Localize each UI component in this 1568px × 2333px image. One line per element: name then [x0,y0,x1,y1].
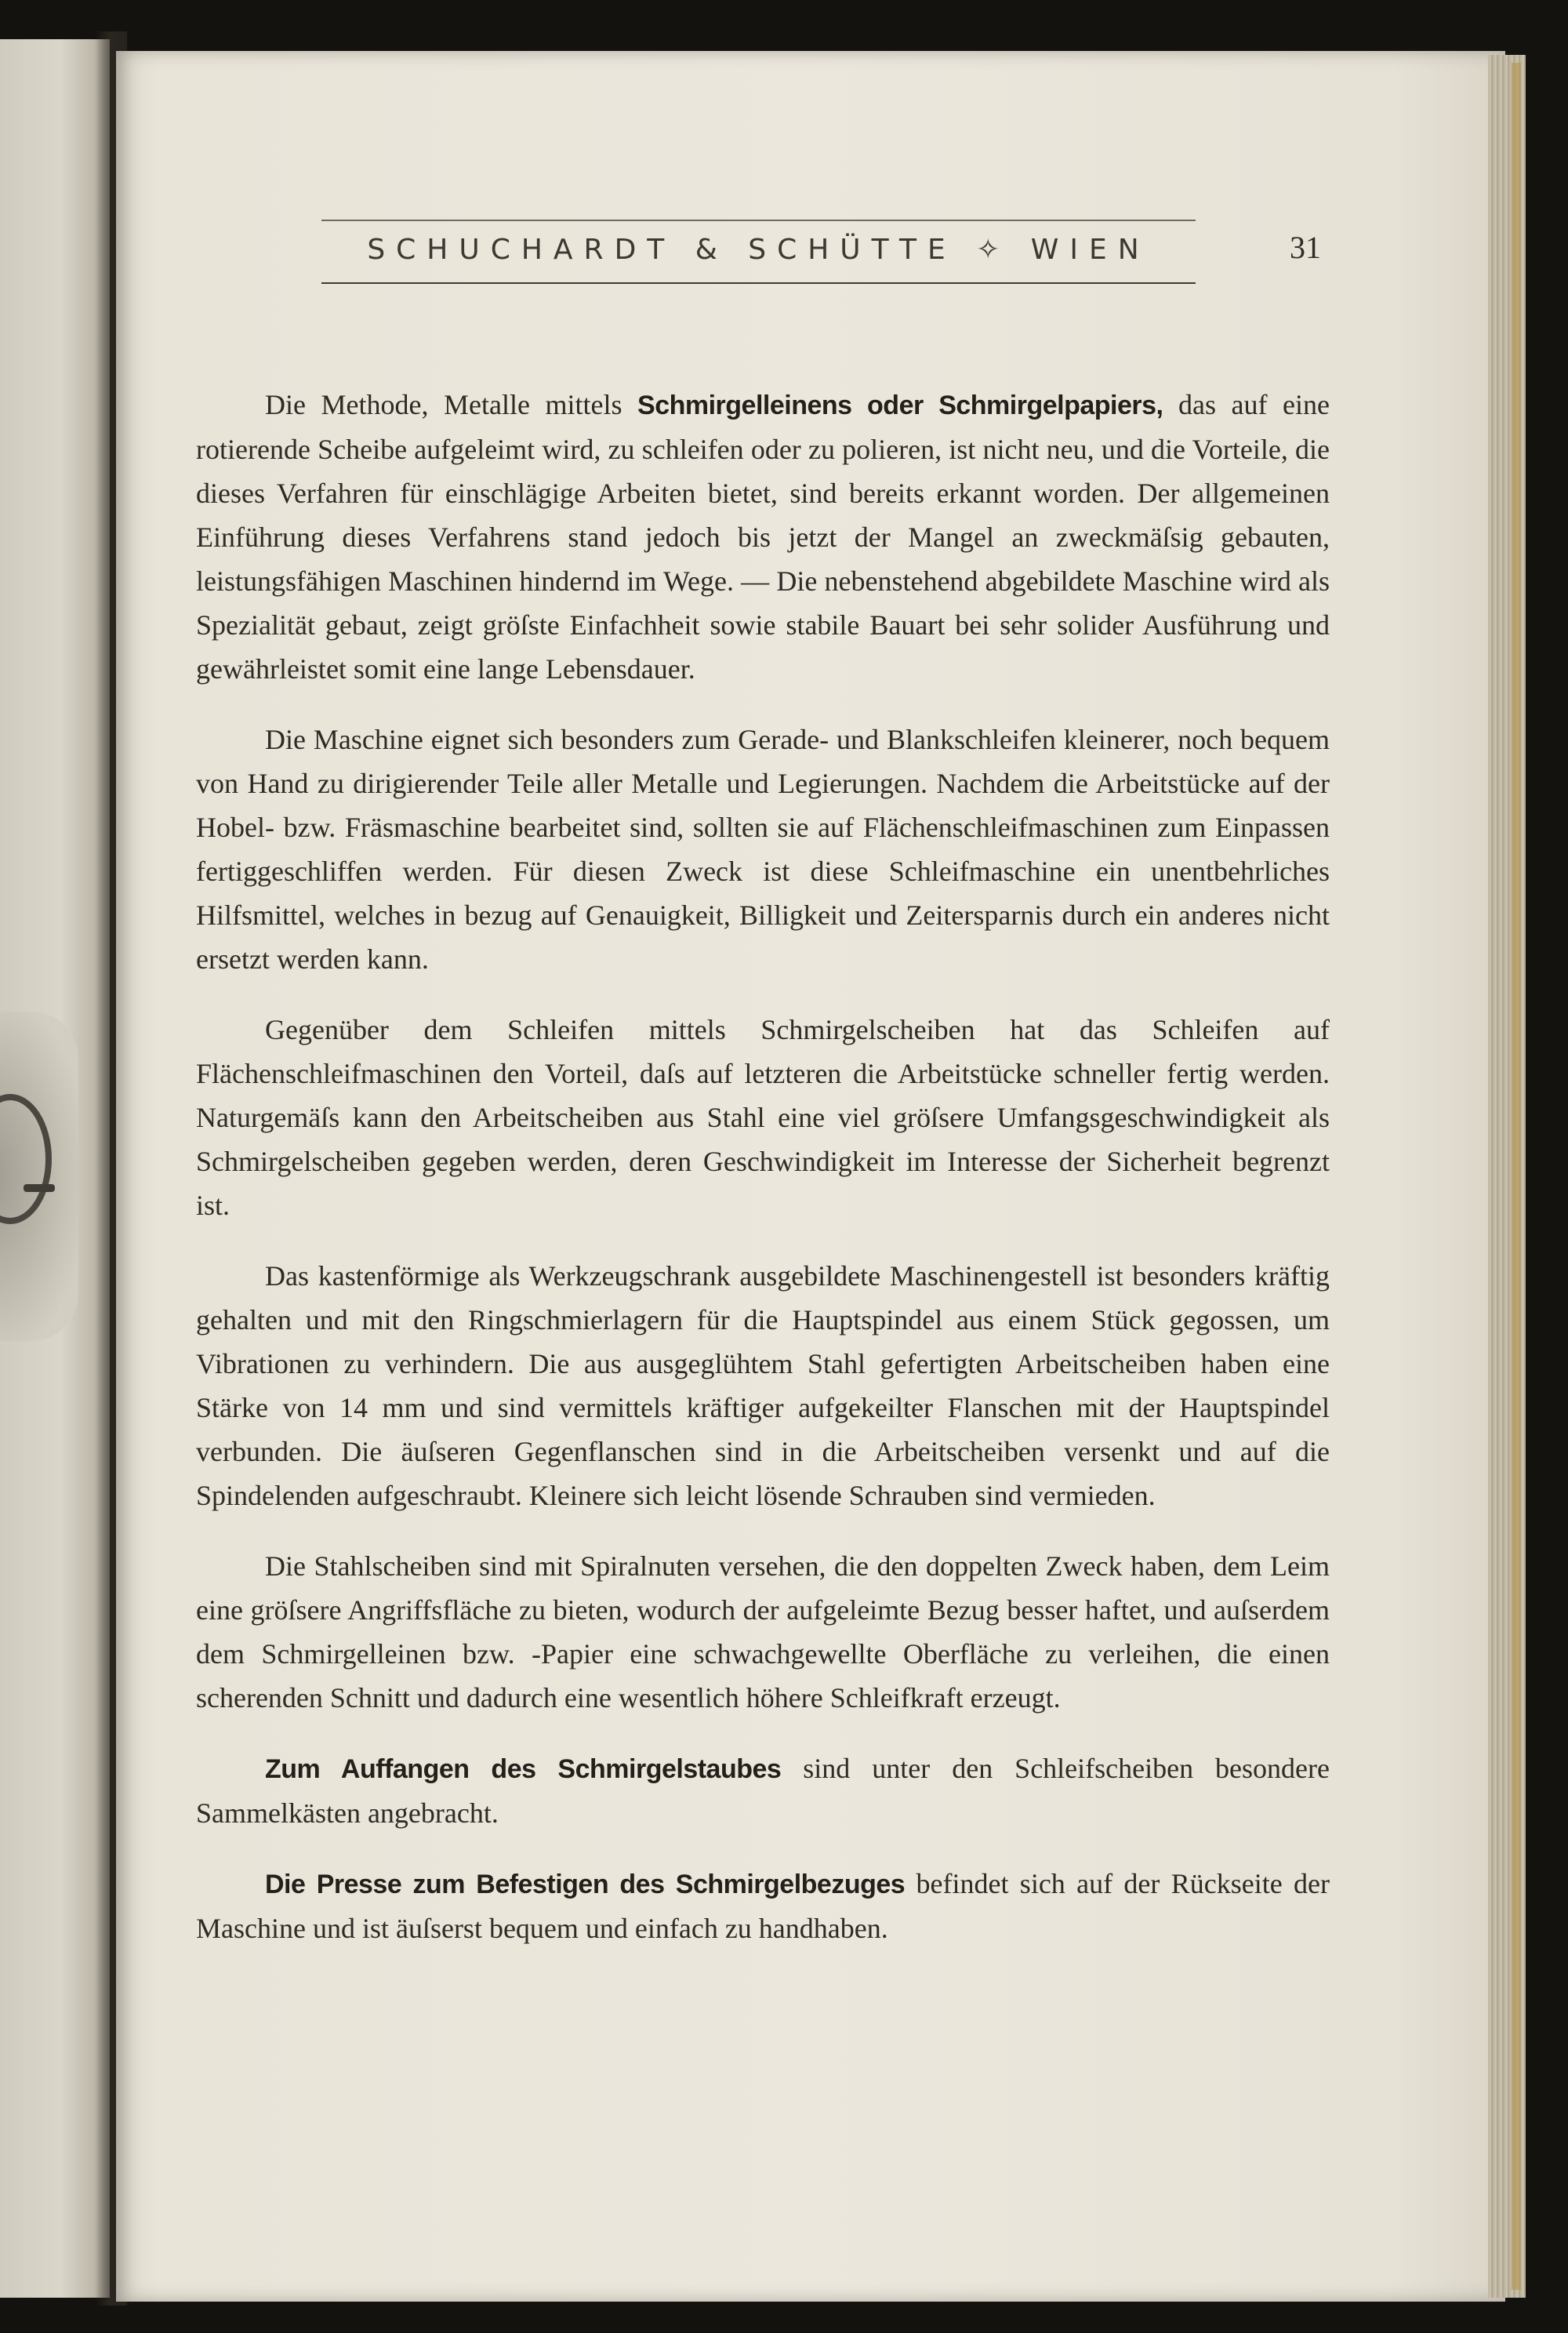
text-run: Die Methode, Metalle mittels [265,389,638,420]
bold-heading-run: Schmirgelleinens oder Schmirgelpapiers, [637,391,1163,420]
text-run: Das kastenförmige als Werkzeugschrank ausgebildete Maschinengestell ist besonders kräftig gehalten und mit den Ringschmierlagern für die Hauptspindel aus einem Stück gegossen, um Vibrationen zu verhindern. Die aus ausgeglühtem Stahl gefertigten Arbeitscheiben haben eine Stärke von 14 mm und sind vermittels kräftiger aufgekeilter Flanschen mit der Hauptspindel verbunden. Die äuſseren Gegenflanschen sind in die Arbeitscheiben versenkt und auf die Spindelenden aufgeschraubt. Kleinere sich leicht lösende Schrauben sind vermieden. [196,1260,1330,1511]
paragraph [196,1746,1330,1835]
page-edge-tint [1512,63,1521,2290]
bold-heading-run: Zum Auffangen des Schmirgelstaubes [265,1754,782,1784]
running-header [321,220,1196,284]
page-number: 31 [1290,230,1321,265]
paragraph [196,1008,1330,1227]
text-run: Die Maschine eignet sich besonders zum Gerade- und Blankschleifen kleinerer, noch bequem von Hand zu dirigierender Teile aller Metalle und Legierungen. Nachdem die Arbeitstücke auf der Hobel- bzw. Fräsmaschine bearbeitet sind, sollten sie auf Flächenschleifmaschinen zum Einpassen fertiggeschliffen werden. Für diesen Zweck ist diese Schleifmaschine ein unentbehrliches Hilfsmittel, welches in bezug auf Genauigkeit, Billigkeit und Zeitersparnis durch ein anderes nicht ersetzt werden kann. [196,724,1330,975]
paragraph [196,718,1330,981]
handwheel-handle [24,1184,55,1192]
text-run: Gegenüber dem Schleifen mittels Schmirgelscheiben hat das Schleifen auf Flächenschleifmaschinen den Vorteil, daſs auf letzteren die Arbeitstücke schneller fertig werden. Naturgemäſs kann den Arbeitscheiben aus Stahl eine viel gröſsere Umfangsgeschwindigkeit als Schmirgelscheiben gegeben werden, deren Geschwindigkeit im Interesse der Sicherheit begrenzt ist. [196,1014,1330,1221]
text-run: Die Stahlscheiben sind mit Spiralnuten versehen, die den doppelten Zweck haben, dem Leim eine gröſsere Angriffsfläche zu bieten, wodurch der aufgeleimte Bezug besser haftet, und auſserdem dem Schmirgelleinen bzw. -Papier eine schwachgewellte Oberfläche zu verleihen, die einen scherenden Schnitt und dadurch eine wesentlich höhere Schleifkraft erzeugt. [196,1550,1330,1713]
running-header-title: SCHUCHARDT & SCHÜTTE ✧ WIEN [367,234,1150,266]
paragraph [196,1254,1330,1517]
text-run: das auf eine rotierende Scheibe aufgeleimt wird, zu schleifen oder zu polieren, ist nicht neu, und die Vorteile, die dieses Verfahren für einschlägige Arbeiten bietet, sind bereits erkannt worden. Der allgemeinen Einführung dieses Verfahrens stand jedoch bis jetzt der Mangel an zweckmäſsig gebauten, leistungsfähigen Maschinen hindernd im Wege. — Die nebenstehend abgebildete Maschine wird als Spezialität gebaut, zeigt gröſste Einfachheit sowie stabile Bauart bei sehr solider Ausführung und gewährleistet somit eine lange Lebensdauer. [196,389,1330,685]
body-text [196,383,1330,1977]
bold-heading-run: Die Presse zum Befestigen des Schmirgelbezuges [265,1870,906,1899]
paragraph [196,1862,1330,1950]
paragraph [196,383,1330,691]
text-run: sind unter den Schleifscheiben besondere Sammelkästen angebracht. [196,1753,1330,1829]
paragraph [196,1544,1330,1720]
text-run: befindet sich auf der Rückseite der Maschine und ist äuſserst bequem und einfach zu handhaben. [196,1868,1330,1944]
